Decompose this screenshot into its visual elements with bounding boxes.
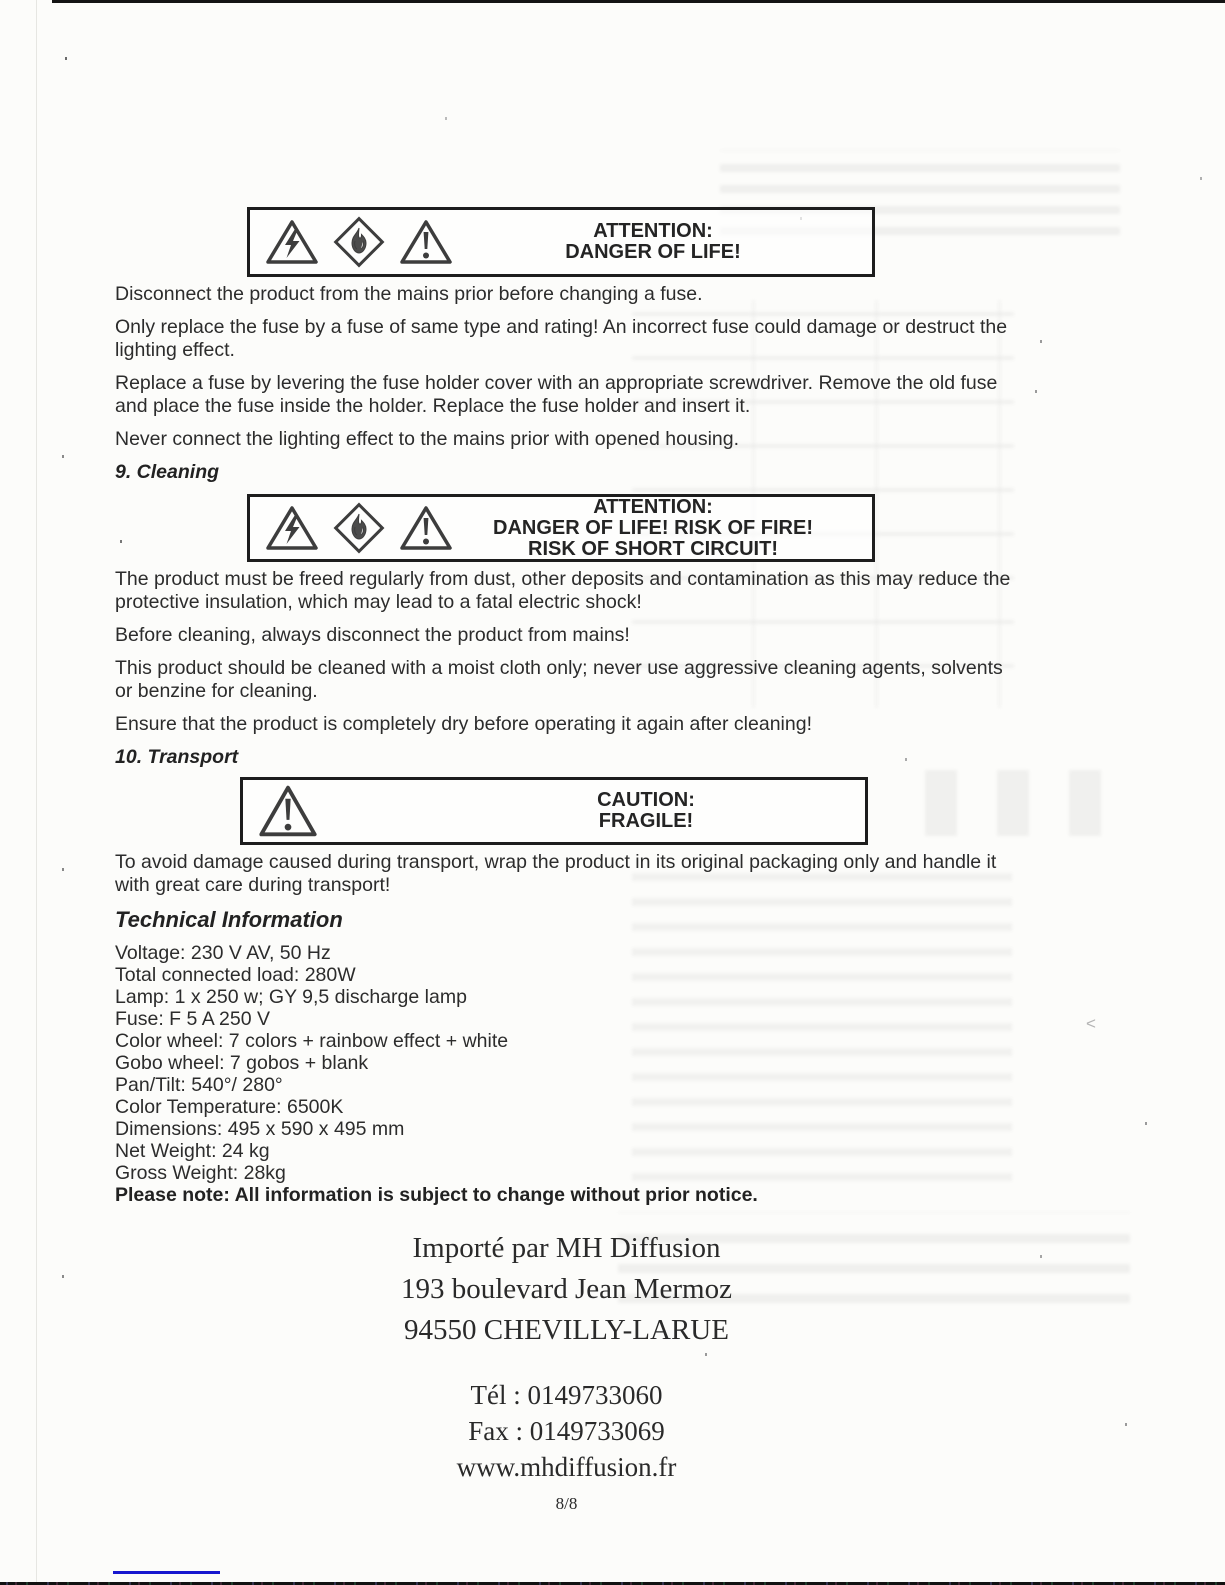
high-voltage-triangle-icon	[265, 218, 319, 266]
spec-fuse: Fuse: F 5 A 250 V	[115, 1008, 271, 1030]
scan-speckles	[65, 57, 67, 60]
spec-dimensions: Dimensions: 495 x 590 x 495 mm	[115, 1118, 405, 1140]
importer-line: Importé par MH Diffusion	[412, 1232, 721, 1264]
page-number: 8/8	[555, 1494, 578, 1513]
warning-text	[442, 221, 872, 263]
change-without-notice-note: Please note: All information is subject to change without prior notice.	[115, 1184, 758, 1206]
spec-voltage: Voltage: 230 V AV, 50 Hz	[115, 942, 331, 964]
warning-line: DANGER OF LIFE!	[565, 241, 741, 263]
flammable-diamond-icon	[332, 215, 386, 269]
technical-spec-list	[115, 942, 1018, 1206]
caution-box-fragile	[240, 777, 868, 845]
paragraph: To avoid damage caused during transport, wrap the product in its original packaging only and handle it with great care during transport!	[115, 851, 997, 896]
spec-color-temperature: Color Temperature: 6500K	[115, 1096, 344, 1118]
importer-address-block	[115, 1228, 1018, 1351]
paragraph: Never connect the lighting effect to the mains prior with opened housing.	[115, 428, 740, 450]
warning-line: ATTENTION:	[593, 495, 713, 518]
section-heading-cleaning: 9. Cleaning	[115, 461, 220, 483]
page-content	[115, 0, 1018, 1514]
exclamation-triangle-icon	[258, 784, 318, 838]
warning-text	[442, 497, 872, 560]
spec-gross-weight: Gross Weight: 28kg	[115, 1162, 286, 1184]
spec-gobo-wheel: Gobo wheel: 7 gobos + blank	[115, 1052, 369, 1074]
paragraph: This product should be cleaned with a moist cloth only; never use aggressive cleaning agents, solvents or benzine for cleaning.	[115, 657, 1003, 702]
spec-pan-tilt: Pan/Tilt: 540°/ 280°	[115, 1074, 283, 1096]
paragraph: Before cleaning, always disconnect the product from mains!	[115, 624, 630, 646]
website-line: www.mhdiffusion.fr	[456, 1452, 677, 1482]
warning-line: CAUTION:	[597, 789, 695, 811]
tel-line: Tél : 0149733060	[470, 1380, 663, 1410]
paragraph: The product must be freed regularly from dust, other deposits and contamination as this may reduce the protective insulation, which may lead to a fatal electric shock!	[115, 568, 1011, 613]
warning-box-danger-of-life	[247, 207, 875, 277]
warning-box-risk-of-fire	[247, 494, 875, 562]
spec-lamp: Lamp: 1 x 250 w; GY 9,5 discharge lamp	[115, 986, 467, 1008]
paper-edge-shadow	[36, 0, 37, 1585]
flammable-diamond-icon	[332, 501, 386, 555]
warning-line: DANGER OF LIFE! RISK OF FIRE!	[493, 516, 813, 539]
paragraph: Only replace the fuse by a fuse of same type and rating! An incorrect fuse could damage or destruct the lighting effect.	[115, 316, 1008, 361]
paragraph: Disconnect the product from the mains prior before changing a fuse.	[115, 283, 703, 305]
high-voltage-triangle-icon	[265, 504, 319, 552]
paragraph: Replace a fuse by levering the fuse holder cover with an appropriate screwdriver. Remove the old fuse and place the fuse inside the holder. Replace the fuse holder and insert it.	[115, 372, 998, 417]
importer-line: 94550 CHEVILLY-LARUE	[404, 1314, 729, 1346]
spec-load: Total connected load: 280W	[115, 964, 356, 986]
section-heading-technical-information: Technical Information	[115, 907, 343, 932]
scan-stray-mark: <	[1086, 1014, 1096, 1033]
footer-blue-line	[113, 1571, 220, 1574]
contact-block	[115, 1377, 1018, 1485]
warning-line: ATTENTION:	[593, 220, 713, 242]
spec-color-wheel: Color wheel: 7 colors + rainbow effect + white	[115, 1030, 509, 1052]
spec-net-weight: Net Weight: 24 kg	[115, 1140, 270, 1162]
importer-line: 193 boulevard Jean Mermoz	[401, 1273, 732, 1305]
warning-line: RISK OF SHORT CIRCUIT!	[528, 537, 778, 560]
section-heading-transport: 10. Transport	[115, 746, 239, 768]
warning-icons	[250, 215, 442, 269]
warning-text	[435, 790, 865, 832]
paragraph: Ensure that the product is completely dry before operating it again after cleaning!	[115, 713, 812, 735]
warning-icons	[243, 784, 435, 838]
warning-line: FRAGILE!	[598, 810, 694, 832]
fax-line: Fax : 0149733069	[468, 1416, 665, 1446]
warning-icons	[250, 501, 442, 555]
